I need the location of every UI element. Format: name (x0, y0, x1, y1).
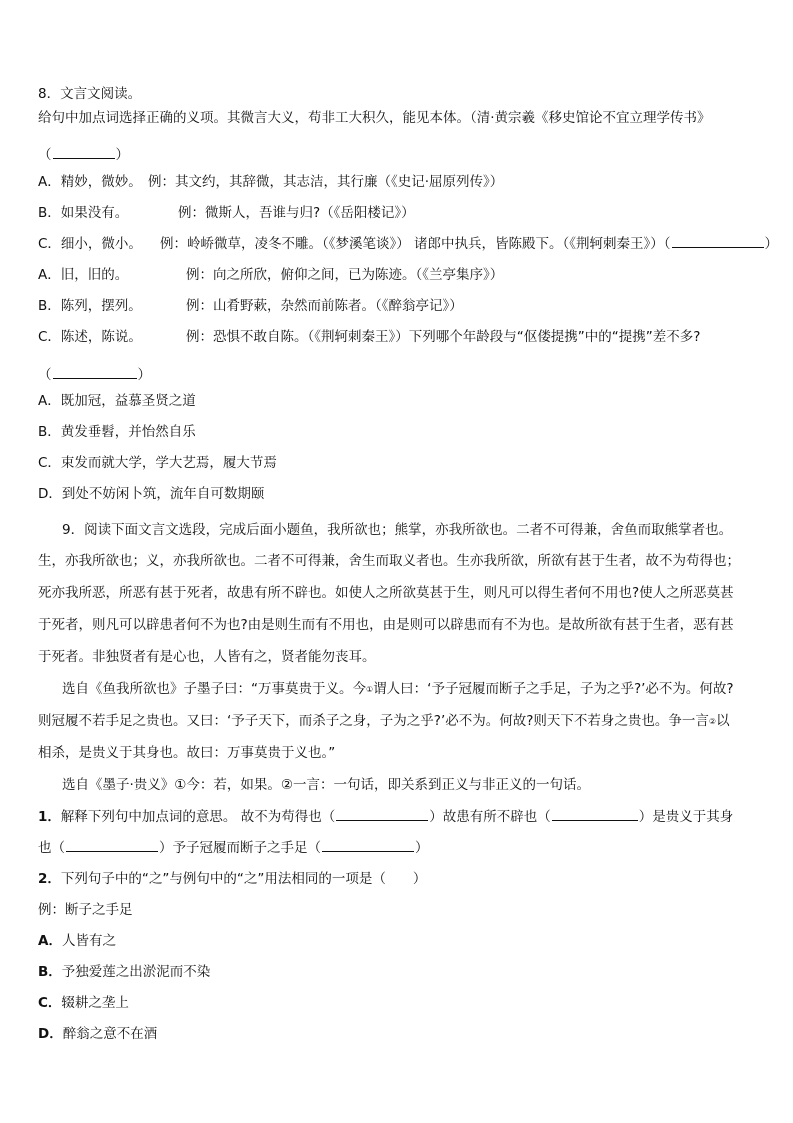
q8-answer-line (38, 145, 768, 165)
question-text: ）是贵义于其身 (638, 809, 734, 825)
answer-blank[interactable] (53, 365, 137, 379)
option-label: A．旧，旧的。 (38, 267, 129, 283)
option-label: B．陈列，摆列。 (38, 298, 142, 314)
q9-passage-line: 于死者。非独贤者有是心也，人皆有之，贤者能勿丧耳。 (38, 649, 376, 665)
answer-blank[interactable] (66, 838, 158, 852)
passage-text: 谓人曰：‘予子冠履而断子之手足，子为之乎?’必不为。何故? (373, 681, 734, 697)
answer-blank[interactable] (336, 807, 428, 821)
question-text: 下列句子中的“之”与例句中的“之”用法相同的一项是（ ） (60, 871, 427, 887)
option-example: 例：岭峤微草，凌冬不雕。（《梦溪笔谈》） 诸郎中执兵，皆陈殿下。（《荆轲刺秦王》）（ (160, 236, 671, 252)
question-text: ）故患有所不辟也（ (429, 809, 551, 825)
passage-text: 以 (716, 713, 730, 729)
q9-passage-line: 相杀，是贵义于其身也。故曰：万事莫贵于义也。” (38, 745, 336, 761)
q9-source-notes: 选自《墨子·贵义》①今：若，如果。②一言：一句话，即关系到正义与非正义的一句话。 (62, 777, 590, 793)
footnote-marker: ① (366, 685, 374, 694)
option-label: A． (38, 933, 62, 949)
answer-blank[interactable] (322, 838, 414, 852)
q8-option-a2 (38, 265, 768, 285)
footnote-marker: ② (708, 717, 717, 726)
option-text: 人皆有之 (61, 933, 116, 949)
question-text: 也（ (38, 840, 65, 856)
q8-age-option-a: A．既加冠，益慕圣贤之道 (38, 393, 196, 409)
q9-sub1-line (38, 838, 768, 858)
question-text: 解释下列句中加点词的意思。 故不为苟得也（ (60, 809, 336, 825)
q8-age-answer-line (38, 365, 768, 385)
question-text: ） (415, 840, 429, 856)
q8-option-c2 (38, 327, 768, 347)
passage-text: 选自《鱼我所欲也》子墨子曰：“万事莫贵于义。今 (62, 681, 366, 697)
q9-passage-line: 于死者，则凡可以辟患者何不为也?由是则生而有不用也，由是则可以辟患而有不为也。是故所欲有甚于生者，恶有甚 (38, 617, 734, 633)
sub-number: 1． (38, 809, 61, 825)
option-example: 例：其文约，其辞微，其志洁，其行廉（《史记·屈原列传》） (148, 174, 504, 190)
option-label: D． (38, 1026, 63, 1042)
q9-sub2-example: 例：断子之手足 (38, 902, 133, 918)
q9-passage-line (62, 679, 792, 700)
q9-passage-line: 9．阅读下面文言文选段，完成后面小题鱼，我所欲也；熊掌，亦我所欲也。二者不可得兼，舍鱼而取熊掌者也。 (62, 522, 733, 538)
option-label: C．陈述，陈说。 (38, 329, 142, 345)
q9-sub2-option-a (38, 931, 768, 951)
option-example: 例：山肴野蔌，杂然而前陈者。（《醉翁亭记》） (186, 298, 463, 314)
q8-age-option-c: C．束发而就大学，学大艺焉，履大节焉 (38, 455, 277, 471)
option-text: 予独爱莲之出淤泥而不染 (61, 964, 211, 980)
q8-age-option-b: B．黄发垂髫，并怡然自乐 (38, 424, 196, 440)
sub-number: 2． (38, 871, 61, 887)
q8-prompt: 给句中加点词选择正确的义项。其微言大义，苟非工大积久，能见本体。（清·黄宗羲《移史馆论不宜立理学传书》 (38, 110, 711, 126)
q8-option-a1 (38, 172, 768, 192)
q9-sub2-question (38, 869, 768, 889)
answer-blank[interactable] (53, 145, 115, 159)
answer-blank[interactable] (552, 807, 638, 821)
option-label: C． (38, 995, 62, 1011)
paren-close: ） (764, 236, 779, 252)
option-label: B． (38, 964, 62, 980)
paren-close: ） (137, 367, 151, 383)
option-label: A．精妙，微妙。 (38, 174, 142, 190)
paren-close: ） (115, 147, 129, 163)
q9-sub2-option-d (38, 1024, 768, 1044)
option-text: 辍耕之垄上 (61, 995, 129, 1011)
paren-open: （ (38, 147, 52, 163)
q9-sub2-option-b (38, 962, 768, 982)
q8-option-c1 (38, 234, 779, 254)
option-example: 例：向之所欣，俯仰之间，已为陈迹。（《兰亭集序》） (186, 267, 504, 283)
option-example: 例：恐惧不敢自陈。（《荆轲刺秦王》）下列哪个年龄段与“伛偻提携”中的“提携”差不多? (186, 329, 701, 345)
answer-blank[interactable] (672, 234, 764, 248)
question-text: ）予子冠履而断子之手足（ (159, 840, 321, 856)
q9-passage-line: 死亦我所恶，所恶有甚于死者，故患有所不辟也。如使人之所欲莫甚于生，则凡可以得生者何不用也?使人之所恶莫甚 (38, 585, 734, 601)
option-example: 例：微斯人，吾谁与归?（《岳阳楼记》） (178, 205, 415, 221)
option-text: 醉翁之意不在酒 (62, 1026, 158, 1042)
q8-option-b2 (38, 296, 768, 316)
paren-open: （ (38, 367, 52, 383)
option-label: B．如果没有。 (38, 205, 129, 221)
q8-heading: 8．文言文阅读。 (38, 86, 142, 102)
q9-passage-line: 生，亦我所欲也；义，亦我所欲也。二者不可得兼，舍生而取义者也。生亦我所欲，所欲有甚于生者，故不为苟得也； (38, 553, 740, 569)
option-label: C．细小，微小。 (38, 236, 142, 252)
q8-age-option-d: D．到处不妨闲卜筑，流年自可数期颐 (38, 486, 265, 502)
q9-sub1-line (38, 807, 768, 827)
q8-option-b1 (38, 203, 768, 223)
q9-sub2-option-c (38, 993, 768, 1013)
passage-text: 则冠履不若手足之贵也。又曰：‘予子天下，而杀子之身，子为之乎?’必不为。何故?则天下不若身之贵也。争一言 (38, 713, 709, 729)
q9-passage-line (38, 711, 768, 732)
